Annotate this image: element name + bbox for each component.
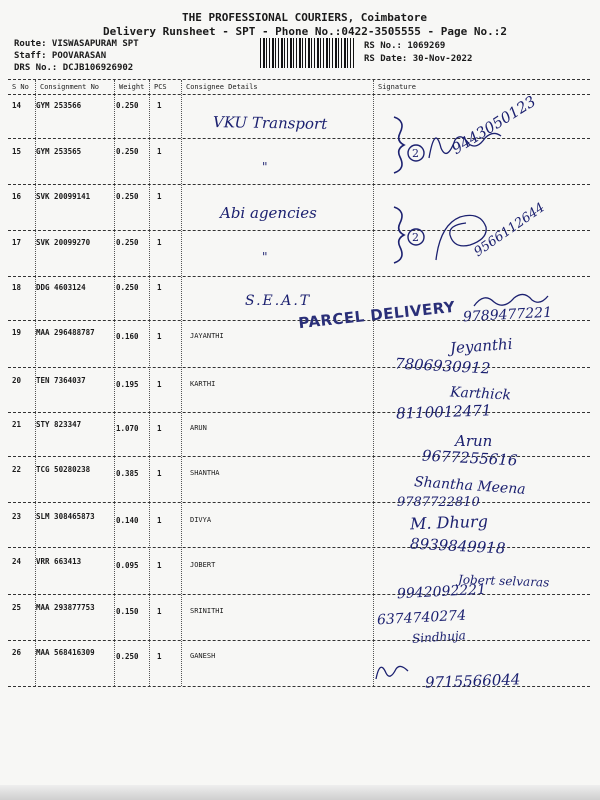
row-weight: 0.250 bbox=[116, 238, 139, 247]
row-consignee-name: ARUN bbox=[190, 424, 207, 432]
signature-phone-24: 9942092221 bbox=[396, 581, 487, 603]
row-weight: 0.195 bbox=[116, 380, 139, 389]
parcel-delivery-stamp: PARCEL DELIVERY bbox=[297, 297, 457, 333]
row-sno: 19 bbox=[12, 328, 22, 337]
row-weight: 0.150 bbox=[116, 607, 139, 616]
handwritten-vku: VKU Transport bbox=[212, 113, 328, 133]
row-sno: 16 bbox=[12, 192, 22, 201]
row-pcs: 1 bbox=[157, 516, 162, 525]
row-consignment: DDG 4603124 bbox=[36, 283, 86, 292]
signature-phone-26: 9715566044 bbox=[424, 670, 521, 692]
row-consignee-name: SRINITHI bbox=[190, 607, 224, 615]
row-weight: 0.250 bbox=[116, 283, 139, 292]
row-sno: 22 bbox=[12, 465, 22, 474]
rs-number: RS No.: 1069269 bbox=[364, 41, 446, 51]
row-consignment: MAA 296488787 bbox=[36, 328, 95, 337]
rs-date: RS Date: 30-Nov-2022 bbox=[364, 54, 473, 64]
row-sno: 14 bbox=[12, 101, 22, 110]
svg-text:2: 2 bbox=[412, 231, 419, 244]
row-weight: 1.070 bbox=[116, 424, 139, 433]
col-divider bbox=[149, 80, 150, 686]
row-consignment: SVK 20099141 bbox=[36, 192, 91, 201]
runsheet-title: Delivery Runsheet - SPT - Phone No.:0422-3505555 - Page No.:2 bbox=[103, 25, 507, 38]
col-consignee: Consignee Details bbox=[186, 83, 258, 91]
row-consignee-name: DIVYA bbox=[190, 516, 212, 524]
row-sno: 18 bbox=[12, 283, 22, 292]
row-consignment: MAA 568416309 bbox=[36, 648, 95, 657]
row-rule bbox=[8, 412, 590, 413]
row-consignment: VRR 663413 bbox=[36, 557, 82, 566]
col-sno: S No bbox=[12, 83, 29, 91]
signature-phone-18: 9789477221 bbox=[462, 304, 553, 326]
row-weight: 0.160 bbox=[116, 332, 139, 341]
row-pcs: 1 bbox=[157, 192, 162, 201]
company-title: THE PROFESSIONAL COURIERS, Coimbatore bbox=[182, 11, 428, 24]
signature-phone-23: 8939849918 bbox=[409, 534, 506, 558]
route-label: Route: VISWASAPURAM SPT bbox=[14, 39, 139, 49]
row-pcs: 1 bbox=[157, 652, 162, 661]
signature-phone-19: 7806930912 bbox=[394, 354, 491, 378]
page-bottom-edge bbox=[0, 785, 600, 800]
col-divider bbox=[114, 80, 115, 686]
signature-phone-25: 6374740274 bbox=[376, 607, 467, 629]
row-consignment: SLM 308465873 bbox=[36, 512, 95, 521]
handwritten-seat: S.E.A.T bbox=[245, 293, 312, 309]
row-weight: 0.140 bbox=[116, 516, 139, 525]
col-weight: Weight bbox=[119, 83, 145, 91]
row-consignee-name: JAYANTHI bbox=[190, 332, 224, 340]
brace-mark bbox=[390, 205, 430, 265]
row-weight: 0.250 bbox=[116, 147, 139, 156]
row-pcs: 1 bbox=[157, 380, 162, 389]
row-pcs: 1 bbox=[157, 561, 162, 570]
row-sno: 24 bbox=[12, 557, 22, 566]
row-pcs: 1 bbox=[157, 469, 162, 478]
table-header-rule bbox=[8, 94, 590, 95]
row-consignee-name: KARTHI bbox=[190, 380, 216, 388]
row-consignment: GYM 253566 bbox=[36, 101, 82, 110]
signature-19: Jeyanthi bbox=[449, 334, 514, 358]
drs-number: DRS No.: DCJB106926902 bbox=[14, 63, 134, 73]
row-pcs: 1 bbox=[157, 332, 162, 341]
row-weight: 0.250 bbox=[116, 101, 139, 110]
handwritten-ditto: " bbox=[262, 160, 268, 174]
row-weight: 0.385 bbox=[116, 469, 139, 478]
row-sno: 17 bbox=[12, 238, 22, 247]
signature-phone-20: 8110012471 bbox=[395, 401, 492, 423]
row-rule bbox=[8, 502, 590, 503]
svg-text:2: 2 bbox=[412, 147, 419, 160]
row-consignment: TEN 7364037 bbox=[36, 376, 86, 385]
col-divider bbox=[181, 80, 182, 686]
row-consignment: SVK 20099270 bbox=[36, 238, 91, 247]
row-rule bbox=[8, 276, 590, 277]
signature-phone-22: 9787722810 bbox=[397, 495, 480, 510]
row-pcs: 1 bbox=[157, 147, 162, 156]
barcode-image bbox=[260, 38, 354, 68]
row-consignment: MAA 293877753 bbox=[36, 603, 95, 612]
signature-phone-14: 9443050123 bbox=[448, 92, 539, 158]
signature-21: Arun bbox=[455, 432, 493, 450]
row-sno: 23 bbox=[12, 512, 22, 521]
row-sno: 20 bbox=[12, 376, 22, 385]
row-weight: 0.250 bbox=[116, 192, 139, 201]
row-consignment: STY 823347 bbox=[36, 420, 82, 429]
row-consignee-name: SHANTHA bbox=[190, 469, 220, 477]
signature-24: Jobert selvaras bbox=[457, 572, 550, 590]
row-consignment: GYM 253565 bbox=[36, 147, 82, 156]
row-pcs: 1 bbox=[157, 238, 162, 247]
signature-22: Shantha Meena bbox=[413, 474, 527, 498]
staff-label: Staff: POOVARASAN bbox=[14, 51, 107, 61]
row-weight: 0.095 bbox=[116, 561, 139, 570]
row-rule bbox=[8, 594, 590, 595]
col-consignment: Consignment No bbox=[40, 83, 100, 91]
row-sno: 21 bbox=[12, 420, 22, 429]
brace-mark bbox=[390, 115, 430, 175]
signature-25: Sindhuja bbox=[411, 628, 467, 646]
row-pcs: 1 bbox=[157, 101, 162, 110]
row-consignee-name: JOBERT bbox=[190, 561, 216, 569]
handwritten-ditto: " bbox=[262, 250, 268, 264]
signature-phone-21: 9677255616 bbox=[421, 446, 518, 470]
row-consignment: TCG 50280238 bbox=[36, 465, 91, 474]
row-rule bbox=[8, 640, 590, 641]
row-pcs: 1 bbox=[157, 424, 162, 433]
col-pcs: PCS bbox=[154, 83, 167, 91]
row-consignee-name: GANESH bbox=[190, 652, 216, 660]
row-pcs: 1 bbox=[157, 283, 162, 292]
row-sno: 25 bbox=[12, 603, 22, 612]
row-rule bbox=[8, 184, 590, 185]
handwritten-abi: Abi agencies bbox=[220, 204, 317, 222]
row-sno: 15 bbox=[12, 147, 22, 156]
signature-20: Karthick bbox=[449, 384, 512, 404]
col-signature: Signature bbox=[378, 83, 416, 91]
signature-26 bbox=[372, 655, 412, 685]
signature-23: M. Dhurg bbox=[409, 511, 489, 534]
row-rule bbox=[8, 367, 590, 368]
signature-phone-16: 9566112644 bbox=[471, 200, 548, 260]
row-pcs: 1 bbox=[157, 607, 162, 616]
row-weight: 0.250 bbox=[116, 652, 139, 661]
row-sno: 26 bbox=[12, 648, 22, 657]
table-top-rule bbox=[8, 79, 590, 80]
col-divider bbox=[373, 80, 374, 686]
